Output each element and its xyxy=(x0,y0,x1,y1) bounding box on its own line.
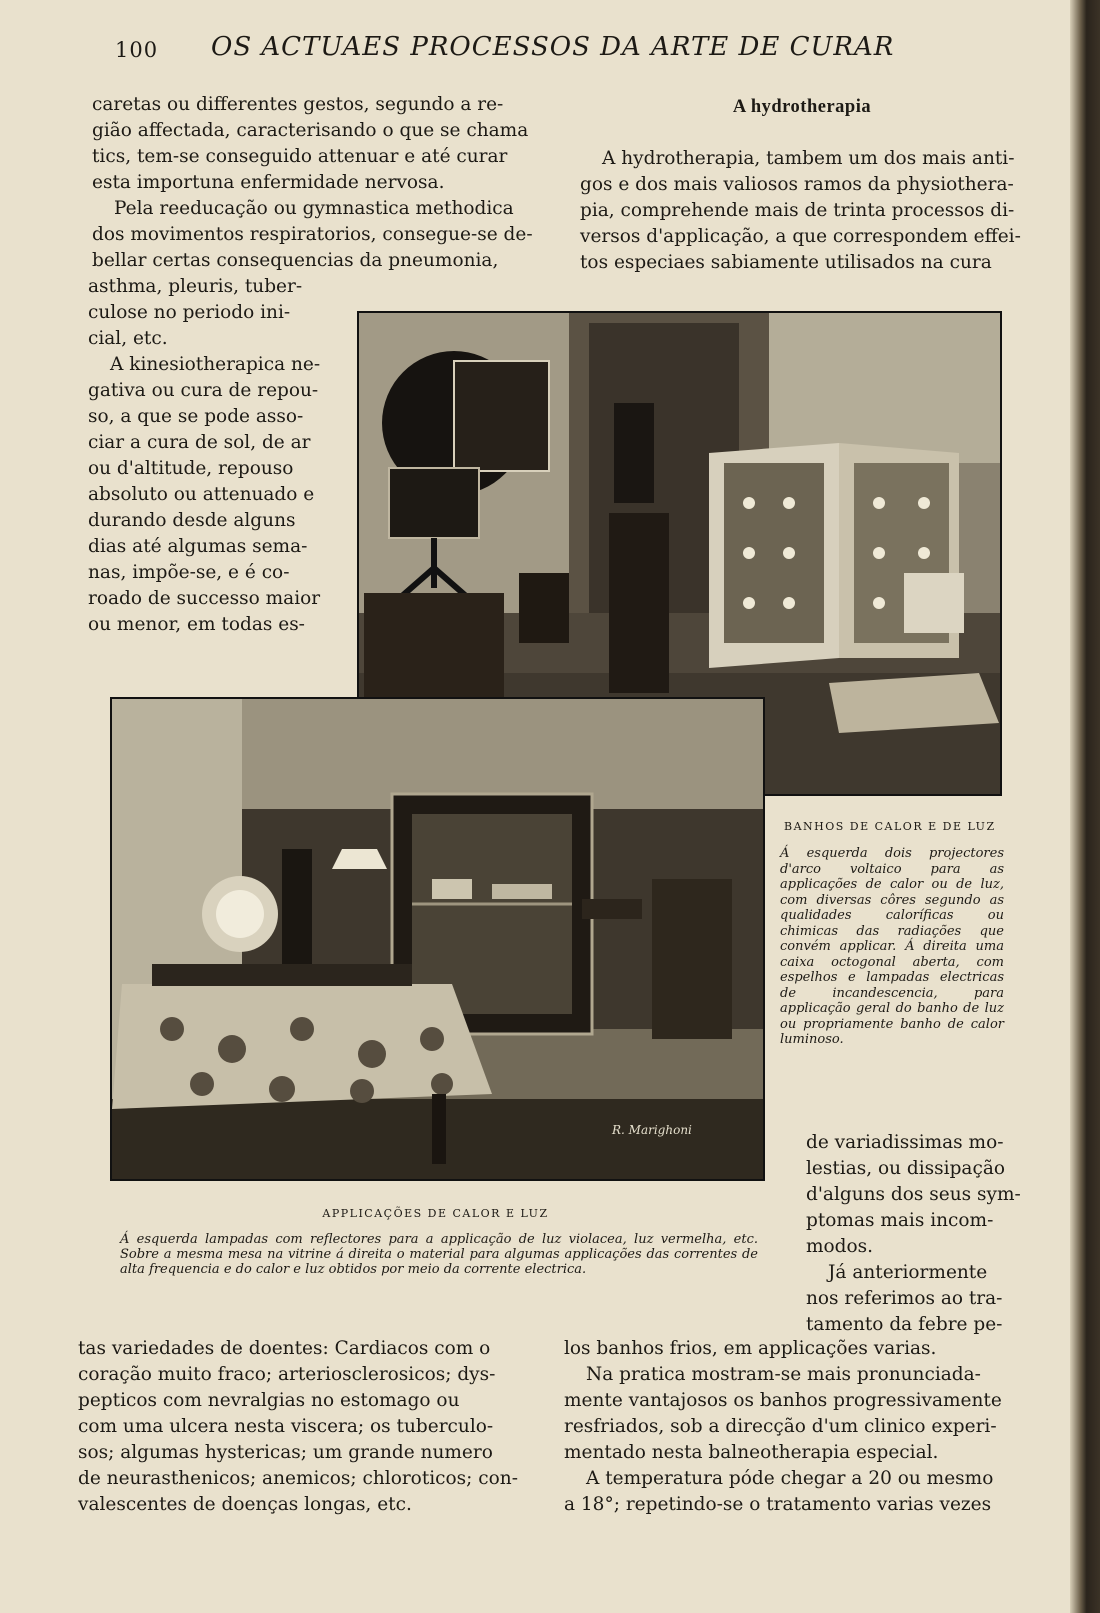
text-line: Na pratica mostram-se mais pronunciada- xyxy=(586,1364,981,1385)
running-title: OS ACTUAES PROCESSOS DA ARTE DE CURAR xyxy=(211,32,895,62)
text-line: roado de successo maior xyxy=(88,588,321,609)
section-heading: A hydrotherapia xyxy=(732,97,872,117)
photo-heat-light-applications xyxy=(110,697,765,1181)
text-line: ptomas mais incom- xyxy=(806,1210,994,1231)
page-header xyxy=(115,32,915,72)
text-line: coração muito fraco; arteriosclerosicos; dys- xyxy=(78,1364,496,1385)
text-line: nas, impõe-se, e é co- xyxy=(88,562,290,583)
text-line: versos d'applicação, a que correspondem effei- xyxy=(580,226,1021,247)
caption-text-light-baths: Á esquerda dois projectores d'arco voltaico para as applicações de calor ou de luz, com diversas côres segundo as qualidades caloríficas ou chimicas das radiações que convém applicar. Á direita uma caixa octogonal aberta, com espelhos e lampadas electricas de incandescencia, para applicação geral do banho de luz ou propriamente banho de calor luminoso. xyxy=(780,846,1004,1047)
text-line: nos referimos ao tra- xyxy=(806,1288,1003,1309)
text-line: tas variedades de doentes: Cardiacos com o xyxy=(78,1338,491,1359)
text-line: gativa ou cura de repou- xyxy=(88,380,319,401)
text-line: ou menor, em todas es- xyxy=(88,614,305,635)
text-line: durando desde alguns xyxy=(88,510,296,531)
caption-title-heat-light: APPLICAÇÕES DE CALOR E LUZ xyxy=(322,1207,549,1220)
text-line: gião affectada, caracterisando o que se chama xyxy=(92,120,529,141)
bottom-left-column xyxy=(78,1336,524,1518)
bottom-right-column xyxy=(564,1336,1016,1518)
text-line: ciar a cura de sol, de ar xyxy=(88,432,311,453)
text-line: esta importuna enfermidade nervosa. xyxy=(92,172,445,193)
text-line: A temperatura póde chegar a 20 ou mesmo xyxy=(586,1468,994,1489)
text-line: valescentes de doenças longas, etc. xyxy=(78,1494,412,1515)
text-line: de variadissimas mo- xyxy=(806,1132,1004,1153)
text-line: tos especiaes sabiamente utilisados na cura xyxy=(580,252,992,273)
text-line: mente vantajosos os banhos progressivamente xyxy=(564,1390,1002,1411)
text-line: gos e dos mais valiosos ramos da physiothera- xyxy=(580,174,1014,195)
text-line: A kinesiotherapica ne- xyxy=(110,354,321,375)
left-column-wrap xyxy=(88,274,326,638)
text-line: mentado nesta balneotherapia especial. xyxy=(564,1442,939,1463)
text-line: lestias, ou dissipação xyxy=(806,1158,1005,1179)
page-binding-edge xyxy=(1070,0,1100,1613)
text-line: asthma, pleuris, tuber- xyxy=(88,276,303,297)
text-line: a 18°; repetindo-se o tratamento varias vezes xyxy=(564,1494,992,1515)
text-line: ou d'altitude, repouso xyxy=(88,458,294,479)
page-number: 100 xyxy=(115,38,159,62)
text-line: bellar certas consequencias da pneumonia, xyxy=(92,250,499,271)
text-line: los banhos frios, em applicações varias. xyxy=(564,1338,937,1359)
right-column-top xyxy=(580,146,1024,276)
caption-text-heat-light: Á esquerda lampadas com reflectores para a applicação de luz violacea, luz vermelha, etc. Sobre a mesma mesa na vitrine á direita o material para algumas applicações das correntes de alta frequencia e do calor e luz obtidos por meio da corrente electrica. xyxy=(120,1232,758,1277)
text-line: caretas ou differentes gestos, segundo a re- xyxy=(92,94,504,115)
text-line: com uma ulcera nesta viscera; os tuberculo- xyxy=(78,1416,494,1437)
text-line: d'alguns dos seus sym- xyxy=(806,1184,1021,1205)
text-line: modos. xyxy=(806,1236,874,1257)
text-line: de neurasthenicos; anemicos; chloroticos; con- xyxy=(78,1468,518,1489)
text-line: dos movimentos respiratorios, consegue-se de- xyxy=(92,224,533,245)
text-line: Pela reeducação ou gymnastica methodica xyxy=(114,198,514,219)
text-line: dias até algumas sema- xyxy=(88,536,308,557)
text-line: so, a que se pode asso- xyxy=(88,406,304,427)
text-line: tamento da febre pe- xyxy=(806,1314,1003,1335)
text-line: absoluto ou attenuado e xyxy=(88,484,315,505)
text-line: resfriados, sob a direcção d'um clinico experi- xyxy=(564,1416,997,1437)
text-line: A hydrotherapia, tambem um dos mais anti- xyxy=(602,148,1015,169)
text-line: culose no periodo ini- xyxy=(88,302,291,323)
text-line: sos; algumas hystericas; um grande numero xyxy=(78,1442,493,1463)
text-line: Já anteriormente xyxy=(828,1262,988,1283)
text-line: pepticos com nevralgias no estomago ou xyxy=(78,1390,460,1411)
text-line: tics, tem-se conseguido attenuar e até curar xyxy=(92,146,508,167)
photo-signature: R. Marighoni xyxy=(612,1123,692,1137)
caption-title-light-baths: BANHOS DE CALOR E DE LUZ xyxy=(784,820,996,833)
right-column-wrap xyxy=(806,1130,1024,1338)
left-column-top xyxy=(92,92,542,274)
text-line: cial, etc. xyxy=(88,328,168,349)
text-line: pia, comprehende mais de trinta processos di- xyxy=(580,200,1015,221)
